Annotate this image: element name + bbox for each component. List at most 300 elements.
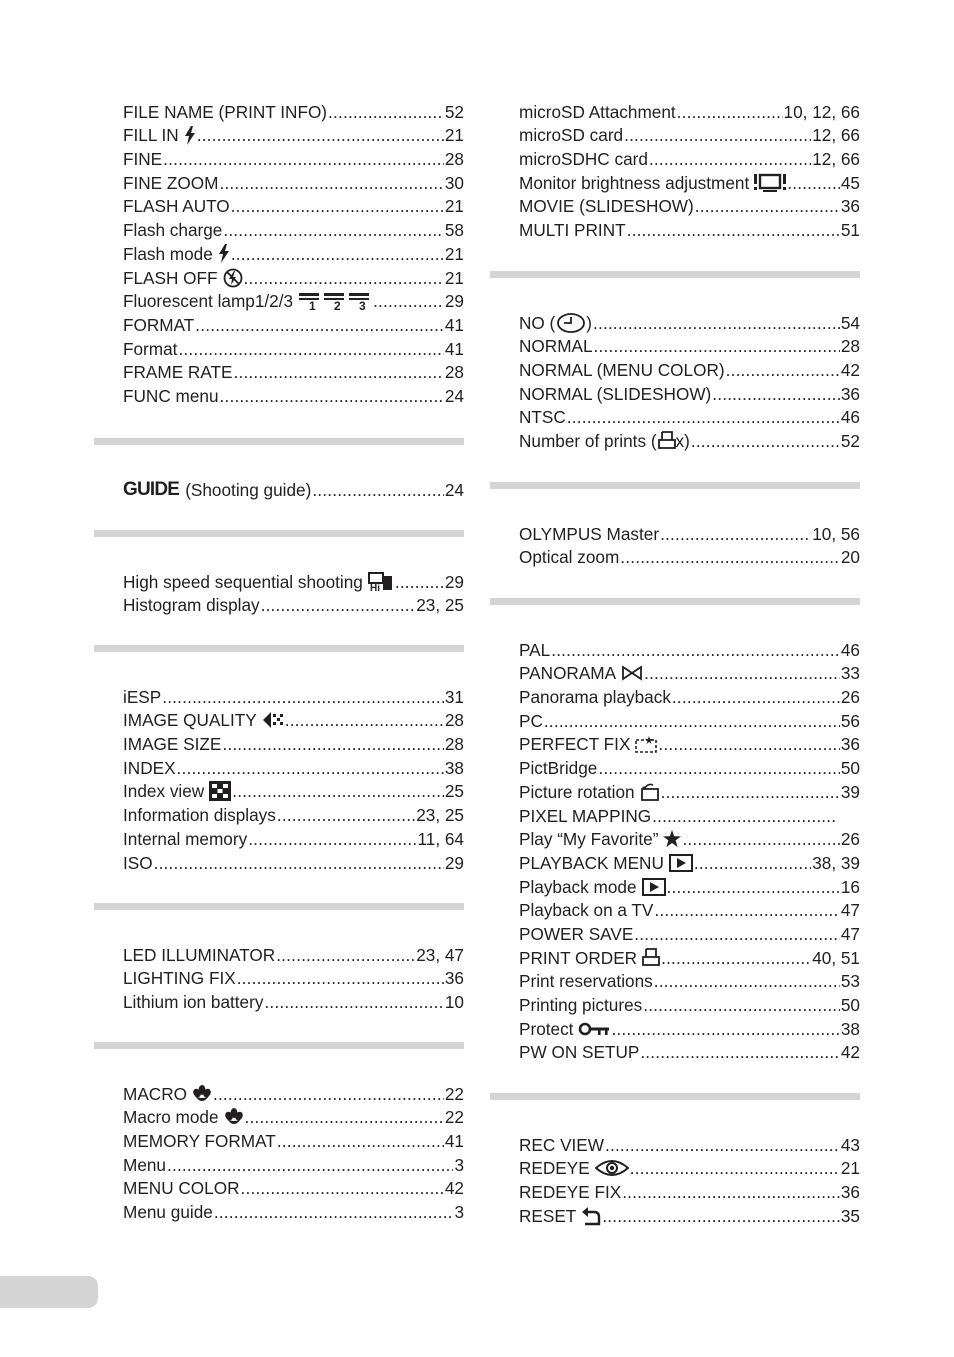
entry-term: [123, 125, 196, 145]
entry-term: [123, 710, 284, 730]
entry-page-number: 28: [444, 734, 464, 755]
playback-icon: [642, 878, 666, 896]
index-group: [123, 98, 464, 406]
index-entry-internal-memory: [123, 825, 464, 849]
entry-page-number: 10, 12, 66: [783, 101, 860, 122]
index-group: [123, 568, 464, 615]
entry-term: [123, 244, 230, 264]
index-entry-macro-mode: [123, 1104, 464, 1128]
entry-term-suffix: x): [675, 431, 690, 452]
entry-page-number: 38: [840, 1018, 860, 1039]
dot-leader: [649, 149, 811, 169]
entry-term: [519, 173, 786, 193]
section-divider: [490, 1093, 860, 1100]
entry-page-number: 38: [444, 757, 464, 778]
entry-term-text: PIXEL MAPPING: [519, 805, 652, 826]
index-entry-no: [519, 309, 860, 333]
entry-page-number: 29: [444, 852, 464, 873]
entry-term: [123, 595, 260, 615]
entry-term: [519, 336, 593, 356]
dot-leader: [264, 992, 443, 1012]
dot-leader: [328, 102, 444, 122]
entry-term-text: MEMORY FORMAT: [123, 1131, 276, 1152]
dot-leader: [605, 1135, 840, 1155]
dot-leader: [244, 268, 444, 288]
flash-off-icon: [223, 268, 243, 288]
index-entry-macro: [123, 1080, 464, 1104]
dot-leader: [277, 805, 415, 825]
entry-page-number: 29: [444, 571, 464, 592]
entry-term: [123, 1202, 213, 1222]
entry-term: [519, 547, 619, 567]
entry-term-text: LIGHTING FIX: [123, 968, 236, 989]
entry-term: [519, 384, 711, 404]
entry-term: [519, 782, 660, 802]
entry-term: [123, 781, 231, 801]
index-entry-normal: [519, 333, 860, 357]
dot-leader: [177, 758, 444, 778]
entry-term: [123, 992, 263, 1012]
entry-term-text: REDEYE FIX: [519, 1182, 622, 1203]
dot-leader: [602, 1206, 840, 1226]
dot-leader: [620, 547, 840, 567]
entry-term: [123, 173, 218, 193]
entry-page-number: 43: [840, 1134, 860, 1155]
entry-term: [519, 407, 566, 427]
index-entry-panorama: [519, 660, 860, 684]
entry-term-text: FILE NAME (PRINT INFO): [123, 101, 328, 122]
index-entry-print-reservations: [519, 968, 860, 992]
entry-page-number: 42: [840, 1042, 860, 1063]
index-entry-information-displays: [123, 801, 464, 825]
index-entry-image-size: [123, 730, 464, 754]
entry-term-text: Format: [123, 338, 178, 359]
entry-page-number: 51: [840, 220, 860, 241]
index-entry-panorama-playback: [519, 683, 860, 707]
entry-term-text: microSD card: [519, 125, 624, 146]
index-entry-microsd-card: [519, 122, 860, 146]
index-entry-fine: [123, 145, 464, 169]
entry-term: [519, 1042, 639, 1062]
section-divider: [94, 903, 464, 910]
dot-leader: [222, 734, 444, 754]
entry-term: [123, 1107, 244, 1127]
index-entry-file-name-print-info: [123, 98, 464, 122]
print-icon: [642, 948, 660, 968]
index-entry-movie-slideshow: [519, 193, 860, 217]
entry-term-text: FLASH AUTO: [123, 196, 230, 217]
entry-term: [123, 386, 219, 406]
entry-term-text: Flash charge: [123, 220, 223, 241]
index-entry-normal-slideshow: [519, 380, 860, 404]
dot-leader: [167, 1155, 453, 1175]
section-divider: [94, 1042, 464, 1049]
entry-term-text: Protect: [519, 1018, 574, 1039]
entry-term: [123, 572, 394, 592]
reset-icon: [581, 1206, 601, 1226]
entry-page-number: 3: [454, 1202, 464, 1223]
entry-term-text: Number of prints (: [519, 431, 657, 452]
entry-term-text: High speed sequential shooting: [123, 571, 363, 592]
index-entry-redeye: [519, 1155, 860, 1179]
entry-page-number: 50: [840, 758, 860, 779]
entry-page-number: 10: [444, 992, 464, 1013]
entry-page-number: 42: [444, 1178, 464, 1199]
entry-term: [519, 102, 676, 122]
entry-term: [123, 315, 194, 335]
index-group: [123, 941, 464, 1012]
index-entry-playback-on-a-tv: [519, 897, 860, 921]
svg-text:3: 3: [359, 299, 366, 311]
entry-page-number: 56: [840, 710, 860, 731]
entry-term: [519, 360, 725, 380]
dot-leader: [544, 711, 840, 731]
index-entry-pw-on-setup: [519, 1039, 860, 1063]
index-group: [519, 309, 860, 451]
entry-term: [519, 734, 657, 754]
entry-term-text: ISO: [123, 852, 153, 873]
dot-leader: [195, 315, 444, 335]
entry-term: [519, 995, 642, 1015]
index-entry-printing-pictures: [519, 991, 860, 1015]
dot-leader: [178, 339, 443, 359]
dot-leader: [694, 853, 811, 873]
entry-page-number: 28: [840, 336, 860, 357]
entry-term-text: PERFECT FIX: [519, 734, 631, 755]
entry-term: [519, 924, 633, 944]
index-entry-monitor-brightness-adjustment: [519, 169, 860, 193]
index-entry-flash-mode: [123, 240, 464, 264]
index-entry-olympus-master: [519, 520, 860, 544]
dot-leader: [213, 1084, 444, 1104]
entry-term: [519, 900, 653, 920]
dot-leader: [277, 1131, 444, 1151]
entry-page-number: 36: [840, 734, 860, 755]
fluorescent-lamp-icon: [298, 292, 372, 310]
index-group: [519, 636, 860, 1062]
index-entry-fine-zoom: [123, 169, 464, 193]
dot-leader: [658, 734, 839, 754]
index-entry-memory-format: [123, 1127, 464, 1151]
dot-leader: [593, 313, 840, 333]
entry-term: [123, 220, 222, 240]
entry-page-number: 46: [840, 639, 860, 660]
entry-term-text: FUNC menu: [123, 385, 219, 406]
entry-term-text: Picture rotation: [519, 781, 635, 802]
entry-term-text: Playback mode: [519, 876, 637, 897]
entry-term-text: Print reservations: [519, 971, 653, 992]
index-entry-pal: [519, 636, 860, 660]
section-divider: [490, 482, 860, 489]
entry-page-number: 46: [840, 407, 860, 428]
entry-page-number: 36: [840, 383, 860, 404]
entry-page-number: 25: [444, 781, 464, 802]
index-group: [519, 98, 860, 240]
dot-leader: [219, 173, 443, 193]
protect-key-icon: [578, 1021, 610, 1037]
entry-term-text: REDEYE: [519, 1158, 590, 1179]
index-entry-frame-rate: [123, 359, 464, 383]
dot-leader: [245, 1107, 444, 1127]
index-entry-play-my-favorite: [519, 826, 860, 850]
dot-leader: [567, 407, 840, 427]
index-entry-fluorescent-lamp1-2-3: [123, 288, 464, 312]
entry-page-number: 21: [444, 196, 464, 217]
dot-leader: [232, 781, 444, 801]
entry-term-text: IMAGE SIZE: [123, 734, 222, 755]
entry-term-text: INDEX: [123, 757, 176, 778]
entry-term: [123, 339, 177, 359]
entry-page-number: 24: [444, 479, 464, 500]
section-divider: [94, 438, 464, 445]
entry-term-text: NORMAL (SLIDESHOW): [519, 383, 712, 404]
entry-term-text: Flash mode: [123, 243, 213, 264]
entry-term: [123, 291, 372, 311]
entry-term: [519, 663, 643, 683]
dot-leader: [312, 480, 444, 500]
entry-term: [519, 1182, 621, 1202]
entry-term-text: OLYMPUS Master: [519, 523, 660, 544]
entry-page-number: 47: [840, 900, 860, 921]
index-entry-index: [123, 754, 464, 778]
star-icon: [663, 830, 681, 848]
entry-term: [519, 220, 626, 240]
entry-page-number: 21: [840, 1158, 860, 1179]
index-entry-pixel-mapping: [519, 802, 860, 826]
index-entry-redeye-fix: [519, 1178, 860, 1202]
entry-term-text: PC: [519, 710, 543, 731]
entry-term: [123, 805, 276, 825]
entry-term-text: iESP: [123, 686, 162, 707]
index-entry-multi-print: [519, 216, 860, 240]
dot-leader: [395, 572, 444, 592]
index-entry-iso: [123, 849, 464, 873]
entry-term-text: RESET: [519, 1205, 577, 1226]
section-divider: [94, 530, 464, 537]
dot-leader: [237, 968, 444, 988]
entry-term: [123, 734, 221, 754]
entry-page-number: 23, 47: [416, 944, 464, 965]
entry-term: [519, 1206, 601, 1226]
macro-icon: [224, 1107, 244, 1127]
svg-text:2: 2: [334, 299, 341, 311]
index-entry-high-speed-sequential-shooting: [123, 568, 464, 592]
entry-term-text: LED ILLUMINATOR: [123, 944, 276, 965]
dot-leader: [667, 877, 840, 897]
dot-leader: [248, 829, 416, 849]
svg-text:Hi: Hi: [369, 582, 380, 592]
entry-term: [123, 758, 176, 778]
entry-term: [519, 1158, 629, 1178]
dot-leader: [197, 125, 444, 145]
entry-term-text: PAL: [519, 639, 551, 660]
index-group: [519, 1131, 860, 1226]
dot-leader: [630, 1158, 840, 1178]
entry-term-text: NTSC: [519, 407, 566, 428]
index-entry-perfect-fix: [519, 731, 860, 755]
dot-leader: [726, 360, 840, 380]
high-speed-sequential-icon: [368, 572, 394, 592]
entry-term: [123, 1084, 212, 1104]
dot-leader: [640, 1042, 840, 1062]
page-edge-tab: [0, 1276, 98, 1308]
guide-label: GUIDE: [123, 478, 180, 500]
flash-icon: [218, 244, 230, 263]
dot-leader: [654, 900, 839, 920]
entry-term: [123, 1155, 166, 1175]
entry-term-text: NORMAL: [519, 336, 593, 357]
entry-page-number: 12, 66: [812, 125, 860, 146]
index-entry-histogram-display: [123, 592, 464, 616]
entry-term: [519, 758, 597, 778]
entry-page-number: 12, 66: [812, 149, 860, 170]
dot-leader: [611, 1019, 839, 1039]
flash-icon: [184, 126, 196, 145]
entry-term: [519, 1135, 604, 1155]
dot-leader: [241, 1178, 444, 1198]
index-entry-microsdhc-card: [519, 145, 860, 169]
entry-page-number: 24: [444, 385, 464, 406]
entry-term-text: FINE ZOOM: [123, 172, 219, 193]
entry-page-number: 3: [454, 1154, 464, 1175]
entry-term-text: PANORAMA: [519, 663, 617, 684]
dot-leader: [691, 431, 840, 451]
entry-page-number: 36: [840, 1182, 860, 1203]
index-entry-picture-rotation: [519, 778, 860, 802]
dot-leader: [214, 1202, 454, 1222]
entry-page-number: 28: [444, 362, 464, 383]
index-entry-flash-auto: [123, 193, 464, 217]
entry-page-number: 23, 25: [416, 805, 464, 826]
redeye-icon: [595, 1159, 629, 1177]
section-divider: [490, 271, 860, 278]
index-entry-playback-mode: [519, 873, 860, 897]
entry-page-number: 11, 64: [417, 828, 464, 849]
index-entry-led-illuminator: [123, 941, 464, 965]
dot-leader: [261, 595, 416, 615]
dot-leader: [672, 687, 840, 707]
entry-term-text: FILL IN: [123, 125, 179, 146]
entry-term-text: NO (: [519, 312, 556, 333]
entry-term-text: PictBridge: [519, 758, 598, 779]
entry-page-number: 21: [444, 125, 464, 146]
entry-term: [519, 524, 659, 544]
entry-term-text: FINE: [123, 149, 163, 170]
entry-page-number: 41: [444, 338, 464, 359]
entry-page-number: 20: [840, 547, 860, 568]
entry-term: [123, 362, 233, 382]
dot-leader: [231, 196, 444, 216]
index-entry-optical-zoom: [519, 544, 860, 568]
index-entry-menu: [123, 1151, 464, 1175]
entry-term: [519, 687, 671, 707]
entry-term: [519, 313, 592, 333]
dot-leader: [234, 362, 444, 382]
dot-leader: [644, 663, 840, 683]
entry-term: [519, 711, 543, 731]
entry-page-number: 28: [444, 710, 464, 731]
entry-term-suffix: ): [586, 312, 593, 333]
dot-leader: [682, 829, 839, 849]
panorama-icon: [621, 665, 643, 681]
index-entry-protect: [519, 1015, 860, 1039]
entry-term-text: FORMAT: [123, 314, 195, 335]
entry-page-number: 26: [840, 687, 860, 708]
index-entry-microsd-attachment: [519, 98, 860, 122]
entry-term-text: Internal memory: [123, 828, 248, 849]
entry-page-number: 22: [444, 1083, 464, 1104]
entry-term-text: Lithium ion battery: [123, 992, 264, 1013]
entry-term-text: Information displays: [123, 805, 276, 826]
entry-page-number: 40, 51: [812, 947, 860, 968]
dot-leader: [677, 102, 783, 122]
entry-term: [123, 196, 230, 216]
dot-leader: [634, 924, 840, 944]
entry-term-text: Monitor brightness adjustment: [519, 172, 750, 193]
entry-page-number: 45: [840, 172, 860, 193]
dot-leader: [652, 806, 837, 826]
entry-page-number: 54: [840, 312, 860, 333]
entry-term-text: Fluorescent lamp1/2/3: [123, 291, 294, 312]
index-entry-format: [123, 335, 464, 359]
index-group: [123, 683, 464, 873]
entry-page-number: 58: [444, 220, 464, 241]
dot-leader: [223, 220, 444, 240]
entry-term-text: MACRO: [123, 1083, 187, 1104]
index-entry-fill-in: [123, 122, 464, 146]
entry-page-number: 28: [444, 149, 464, 170]
playback-icon: [669, 854, 693, 872]
entry-term-text: FRAME RATE: [123, 362, 233, 383]
clock-icon: [556, 313, 586, 333]
dot-leader: [162, 687, 444, 707]
entry-term-text: IMAGE QUALITY: [123, 710, 257, 731]
index-group: [519, 520, 860, 567]
entry-term: [123, 945, 275, 965]
entry-term-text: Optical zoom: [519, 547, 620, 568]
dot-leader: [231, 244, 444, 264]
index-entry-power-save: [519, 920, 860, 944]
entry-term-text: PW ON SETUP: [519, 1042, 640, 1063]
entry-term-text: Panorama playback: [519, 687, 671, 708]
section-divider: [94, 645, 464, 652]
entry-term: [123, 480, 311, 500]
dot-leader: [154, 853, 444, 873]
entry-term-text: microSDHC card: [519, 149, 648, 170]
entry-term-text: Playback on a TV: [519, 900, 654, 921]
index-entry-guide-shooting-guide: [123, 476, 464, 500]
index-entry-menu-guide: [123, 1198, 464, 1222]
entry-page-number: 21: [444, 267, 464, 288]
entry-term: [123, 1178, 240, 1198]
entry-page-number: 33: [840, 663, 860, 684]
index-group: [123, 476, 464, 500]
entry-term: [123, 687, 161, 707]
entry-term-text: microSD Attachment: [519, 101, 676, 122]
entry-term: [123, 268, 243, 288]
entry-page-number: 50: [840, 995, 860, 1015]
entry-term: [123, 102, 327, 122]
entry-term-text: PRINT ORDER: [519, 947, 638, 968]
dot-leader: [551, 640, 840, 660]
entry-page-number: 38, 39: [812, 852, 860, 873]
entry-term: [519, 125, 623, 145]
dot-leader: [661, 782, 840, 802]
entry-term: [519, 829, 681, 849]
monitor-brightness-icon: [754, 173, 786, 193]
entry-page-number: 52: [444, 101, 464, 122]
index-entry-lighting-fix: [123, 965, 464, 989]
